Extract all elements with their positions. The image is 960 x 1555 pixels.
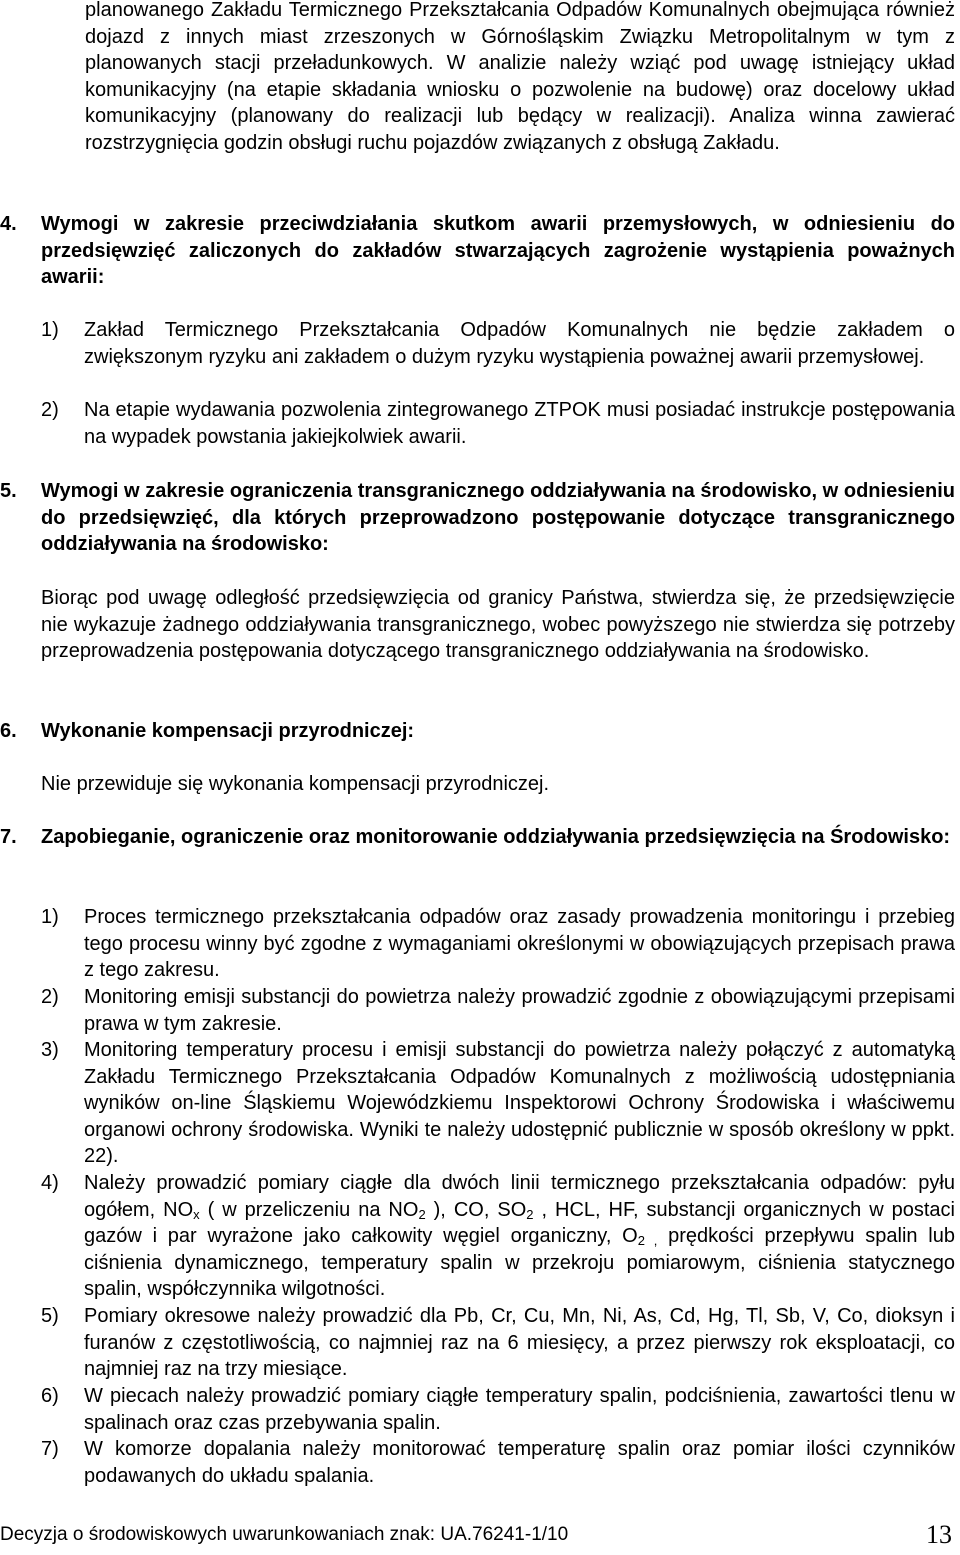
section-6-number: 6. [0, 720, 17, 742]
text-run: , HCL, HF, substancji organicznych w postaci gazów i par wyrażone jako całkowity węgiel organiczny, O [84, 1198, 956, 1247]
subscript: 2 , [637, 1233, 658, 1248]
subscript: x [193, 1206, 200, 1222]
list-text: Monitoring emisji substancji do powietrza należy prowadzić zgodnie z obowiązującymi przepisami prawa w tym zakresie. [84, 986, 955, 1035]
section-5-paragraph: Biorąc pod uwagę odległość przedsięwzięcia od granicy Państwa, stwierdza się, że przedsięwzięcie nie wykazuje żadnego oddziaływania transgranicznego, wobec powyższego nie stwierdza się potrzeby przeprowadzenia postępowania dotyczącego transgranicznego oddziaływania na środowisko. [41, 587, 955, 662]
page-footer: Decyzja o środowiskowych uwarunkowaniach znak: UA.76241-1/10 [0, 1524, 569, 1545]
subscript: 2 [418, 1206, 426, 1222]
section-6-heading: Wykonanie kompensacji przyrodniczej: [41, 720, 415, 742]
text-run: ), CO, SO [425, 1198, 527, 1221]
section-7-heading: Zapobieganie, ograniczenie oraz monitorowanie oddziaływania przedsięwzięcia na Środowisko: [41, 826, 951, 848]
text-run: ( w przeliczeniu na NO [199, 1198, 419, 1221]
intro-paragraph [85, 0, 955, 156]
list-number: 1) [41, 319, 59, 341]
text-run: Należy prowadzić pomiary ciągłe dla dwóch linii termicznego przekształcania odpadów: pyłu ogółem, NO [84, 1172, 955, 1221]
list-text: Proces termicznego przekształcania odpadów oraz zasady prowadzenia monitoringu i przebieg tego procesu winny być zgodne z wymaganiami określonymi w obowiązujących przepisach prawa z tego zakresu. [84, 906, 955, 981]
list-text [84, 1170, 955, 1303]
section-5-number: 5. [0, 480, 17, 502]
list-number: 2) [41, 399, 59, 421]
list-number: 4) [41, 1172, 59, 1194]
list-text: Zakład Termicznego Przekształcania Odpadów Komunalnych nie będzie zakładem o zwiększonym ryzyku ani zakładem o dużym ryzyku wystąpienia poważnej awarii przemysłowej. [84, 319, 955, 368]
section-4-number: 4. [0, 213, 17, 235]
list-number: 7) [41, 1438, 59, 1460]
section-4-heading: Wymogi w zakresie przeciwdziałania skutkom awarii przemysłowych, w odniesieniu do przedsięwzięć zaliczonych do zakładów stwarzających zagrożenie wystąpienia poważnych awarii: [41, 213, 955, 288]
intro-text-1: planowanego Zakładu Termicznego Przekształcania Odpadów Komunalnych obejmująca również dojazd z innych miast zrzeszonych w Górnośląskim Związku Metropolitalnym w tym z planowanych stacji przeładunkowych. [85, 0, 955, 74]
list-text: Pomiary okresowe należy prowadzić dla Pb, Cr, Cu, Mn, Ni, As, Cd, Hg, Tl, Sb, V, Co, dioksyn i furanów z częstotliwością, co najmniej raz na 6 miesięcy, a przez pierwszy rok eksploatacji, co najmniej raz na trzy miesiące. [84, 1305, 955, 1380]
intro-text-2: W analizie należy wziąć pod uwagę istniejący układ komunikacyjny (na etapie składania wniosku o pozwolenie na budowę) oraz docelowy układ komunikacyjny (planowany do realizacji lub będący w realizacji). Analiza winna zawierać rozstrzygnięcia godzin obsługi ruchu pojazdów związanych z obsługą Zakładu. [85, 52, 955, 154]
page-number: 13 [926, 1520, 952, 1549]
section-5-heading: Wymogi w zakresie ograniczenia transgranicznego oddziaływania na środowisko, w odniesieniu do przedsięwzięć, dla których przeprowadzono postępowanie dotyczące transgranicznego oddziaływania na środowisko: [41, 480, 955, 555]
list-number: 2) [41, 986, 59, 1008]
list-number: 5) [41, 1305, 59, 1327]
list-text: W piecach należy prowadzić pomiary ciągłe temperatury spalin, podciśnienia, zawartości tlenu w spalinach oraz czas przebywania spalin. [84, 1385, 955, 1434]
section-6-paragraph: Nie przewiduje się wykonania kompensacji przyrodniczej. [41, 773, 550, 795]
list-number: 1) [41, 906, 59, 928]
subscript: 2 [526, 1206, 534, 1222]
text-run: prędkości przepływu spalin lub ciśnienia dynamicznego, temperatury spalin w przekroju pomiarowym, ciśnienia statycznego spalin, współczynnika wilgotności. [84, 1225, 955, 1300]
list-number: 6) [41, 1385, 59, 1407]
list-text: W komorze dopalania należy monitorować temperaturę spalin oraz pomiar ilości czynników podawanych do układu spalania. [84, 1438, 955, 1487]
section-7-number: 7. [0, 826, 17, 848]
list-text: Monitoring temperatury procesu i emisji substancji do powietrza należy połączyć z automatyką Zakładu Termicznego Przekształcania Odpadów Komunalnych z możliwością udostępniania wyników on-line Śląskiemu Wojewódzkiemu Inspektorowi Ochrony Środowiska i właściwemu organowi ochrony środowiska. Wyniki te należy udostępnić publicznie w sposób określony w ppkt. 22). [84, 1039, 955, 1167]
list-text: Na etapie wydawania pozwolenia zintegrowanego ZTPOK musi posiadać instrukcje postępowania na wypadek powstania jakiejkolwiek awarii. [84, 399, 955, 448]
list-number: 3) [41, 1039, 59, 1061]
